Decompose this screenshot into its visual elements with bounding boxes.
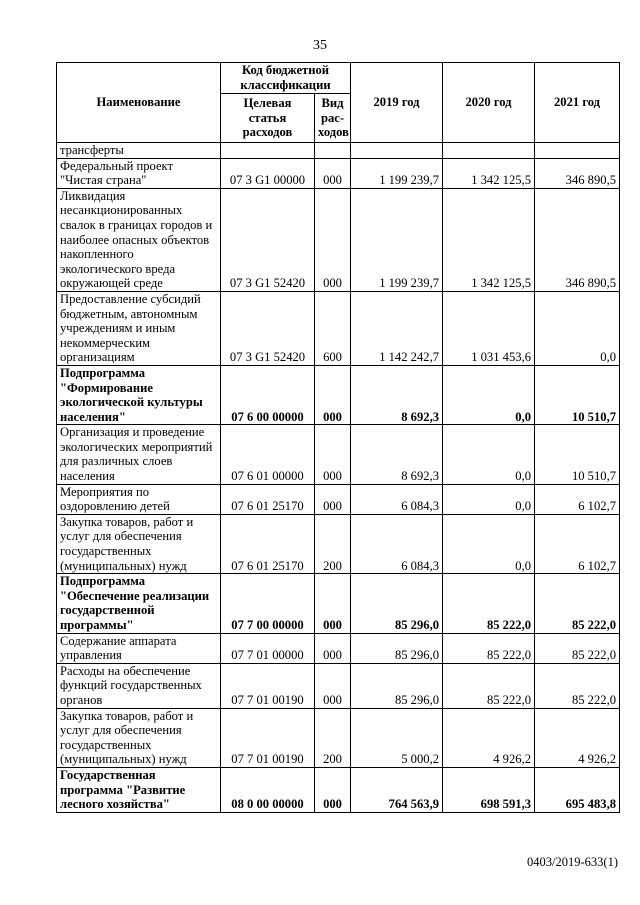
row-expense-type-cell: 000: [315, 767, 351, 812]
table-row: [57, 514, 620, 573]
table-row: [57, 574, 620, 633]
row-target-article-cell: 07 3 G1 00000: [221, 158, 315, 188]
row-expense-type-cell: 200: [315, 708, 351, 767]
row-target-article-cell: 07 7 01 00190: [221, 708, 315, 767]
row-2020-cell: 698 591,3: [443, 767, 535, 812]
row-2020-cell: 0,0: [443, 484, 535, 514]
row-name-cell: Ликвидация несанкционированных свалок в границах городов и наиболее опасных объектов накопленного экологического вреда окружающей среде: [57, 188, 221, 291]
header-name: Наименование: [57, 63, 221, 143]
row-name-cell: трансферты: [57, 143, 221, 159]
table-row: [57, 158, 620, 188]
row-name-cell: Подпрограмма "Формирование экологической культуры населения": [57, 365, 221, 424]
header-expense-type: Вид рас-ходов: [315, 94, 351, 143]
row-expense-type-cell: [315, 143, 351, 159]
row-target-article-cell: 07 3 G1 52420: [221, 291, 315, 365]
row-2021-cell: 85 222,0: [535, 663, 620, 708]
row-2020-cell: 0,0: [443, 425, 535, 484]
header-year-2020: 2020 год: [443, 63, 535, 143]
row-2019-cell: 1 142 242,7: [351, 291, 443, 365]
row-2021-cell: 6 102,7: [535, 514, 620, 573]
row-2020-cell: 1 342 125,5: [443, 188, 535, 291]
table-row: [57, 484, 620, 514]
row-2019-cell: 1 199 239,7: [351, 158, 443, 188]
row-target-article-cell: 07 6 00 00000: [221, 365, 315, 424]
row-2021-cell: [535, 143, 620, 159]
row-name-cell: Организация и проведение экологических мероприятий для различных слоев населения: [57, 425, 221, 484]
row-2019-cell: 85 296,0: [351, 574, 443, 633]
table-row: [57, 708, 620, 767]
header-year-2021: 2021 год: [535, 63, 620, 143]
row-2020-cell: [443, 143, 535, 159]
row-expense-type-cell: 000: [315, 365, 351, 424]
row-expense-type-cell: 600: [315, 291, 351, 365]
row-target-article-cell: 07 6 01 25170: [221, 484, 315, 514]
row-2020-cell: 0,0: [443, 514, 535, 573]
header-target-article: Целевая статья расходов: [221, 94, 315, 143]
row-expense-type-cell: 000: [315, 633, 351, 663]
row-2019-cell: 764 563,9: [351, 767, 443, 812]
row-expense-type-cell: 000: [315, 425, 351, 484]
row-2020-cell: 85 222,0: [443, 633, 535, 663]
row-name-cell: Предоставление субсидий бюджетным, автономным учреждениям и иным некоммерческим организациям: [57, 291, 221, 365]
row-2020-cell: 1 031 453,6: [443, 291, 535, 365]
table-body: [57, 143, 620, 813]
row-2021-cell: 346 890,5: [535, 158, 620, 188]
row-2021-cell: 85 222,0: [535, 633, 620, 663]
row-expense-type-cell: 000: [315, 663, 351, 708]
table-row: [57, 663, 620, 708]
row-2020-cell: 4 926,2: [443, 708, 535, 767]
document-number: 0403/2019-633(1): [527, 855, 618, 869]
row-2019-cell: [351, 143, 443, 159]
row-expense-type-cell: 000: [315, 158, 351, 188]
row-2021-cell: 0,0: [535, 291, 620, 365]
table-row: [57, 767, 620, 812]
row-2019-cell: 8 692,3: [351, 425, 443, 484]
table-row: [57, 143, 620, 159]
row-name-cell: Закупка товаров, работ и услуг для обеспечения государственных (муниципальных) нужд: [57, 708, 221, 767]
row-2019-cell: 6 084,3: [351, 514, 443, 573]
row-name-cell: Федеральный проект "Чистая страна": [57, 158, 221, 188]
row-2020-cell: 85 222,0: [443, 574, 535, 633]
table-row: [57, 188, 620, 291]
row-2019-cell: 85 296,0: [351, 663, 443, 708]
row-expense-type-cell: 000: [315, 484, 351, 514]
table-row: [57, 291, 620, 365]
row-2019-cell: 85 296,0: [351, 633, 443, 663]
table-row: [57, 425, 620, 484]
row-name-cell: Подпрограмма "Обеспечение реализации государственной программы": [57, 574, 221, 633]
row-2021-cell: 695 483,8: [535, 767, 620, 812]
row-target-article-cell: [221, 143, 315, 159]
table-row: [57, 633, 620, 663]
row-target-article-cell: 07 7 01 00190: [221, 663, 315, 708]
row-2019-cell: 5 000,2: [351, 708, 443, 767]
row-target-article-cell: 07 3 G1 52420: [221, 188, 315, 291]
row-name-cell: Закупка товаров, работ и услуг для обеспечения государственных (муниципальных) нужд: [57, 514, 221, 573]
row-target-article-cell: 07 7 00 00000: [221, 574, 315, 633]
row-expense-type-cell: 200: [315, 514, 351, 573]
row-2019-cell: 8 692,3: [351, 365, 443, 424]
row-target-article-cell: 07 6 01 00000: [221, 425, 315, 484]
row-2020-cell: 1 342 125,5: [443, 158, 535, 188]
header-year-2019: 2019 год: [351, 63, 443, 143]
row-2021-cell: 10 510,7: [535, 425, 620, 484]
row-2021-cell: 85 222,0: [535, 574, 620, 633]
row-expense-type-cell: 000: [315, 188, 351, 291]
row-target-article-cell: 08 0 00 00000: [221, 767, 315, 812]
row-target-article-cell: 07 6 01 25170: [221, 514, 315, 573]
row-2021-cell: 6 102,7: [535, 484, 620, 514]
row-2021-cell: 346 890,5: [535, 188, 620, 291]
row-name-cell: Мероприятия по оздоровлению детей: [57, 484, 221, 514]
row-expense-type-cell: 000: [315, 574, 351, 633]
row-target-article-cell: 07 7 01 00000: [221, 633, 315, 663]
row-2020-cell: 0,0: [443, 365, 535, 424]
row-2021-cell: 4 926,2: [535, 708, 620, 767]
row-name-cell: Расходы на обеспечение функций государственных органов: [57, 663, 221, 708]
row-2019-cell: 6 084,3: [351, 484, 443, 514]
row-name-cell: Государственная программа "Развитие лесного хозяйства": [57, 767, 221, 812]
row-name-cell: Содержание аппарата управления: [57, 633, 221, 663]
budget-table: [56, 62, 620, 813]
header-code-group: Код бюджетной классификации: [221, 63, 351, 94]
table-row: [57, 365, 620, 424]
row-2020-cell: 85 222,0: [443, 663, 535, 708]
row-2019-cell: 1 199 239,7: [351, 188, 443, 291]
row-2021-cell: 10 510,7: [535, 365, 620, 424]
page-number: 35: [313, 38, 327, 53]
